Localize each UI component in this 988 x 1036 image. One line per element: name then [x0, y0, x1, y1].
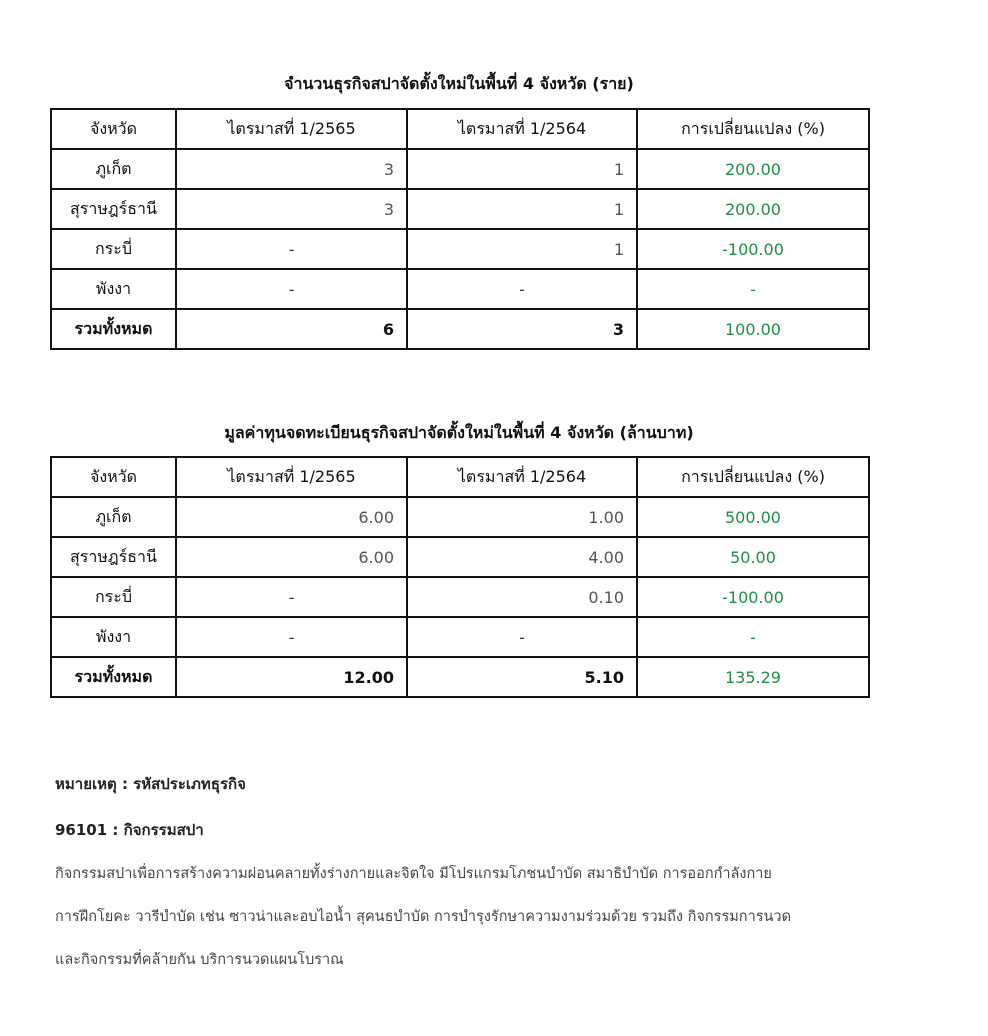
table-header-row [51, 109, 869, 149]
table-row [51, 577, 869, 617]
cell-total-change: 100.00 [637, 309, 869, 349]
cell-total-label: รวมทั้งหมด [51, 309, 176, 349]
cell-q1-2565: - [176, 229, 407, 269]
cell-change: -100.00 [637, 577, 869, 617]
cell-total-change: 135.29 [637, 657, 869, 697]
table1-caption: จำนวนธุรกิจสปาจัดตั้งใหม่ในพื้นที่ 4 จังหวัด (ราย) [284, 74, 634, 93]
cell-province: สุราษฎร์ธานี [51, 189, 176, 229]
cell-q1-2564: 4.00 [407, 537, 637, 577]
cell-change: 200.00 [637, 149, 869, 189]
table-total-row [51, 309, 869, 349]
table-row [51, 189, 869, 229]
new-spa-business-count-table [50, 108, 870, 350]
cell-total-q1-2565: 6 [176, 309, 407, 349]
cell-total-label: รวมทั้งหมด [51, 657, 176, 697]
note-description-line: กิจกรรมสปาเพื่อการสร้างความผ่อนคลายทั้งร่างกายและจิตใจ มีโปรแกรมโภชนบำบัด สมาธิบำบัด การออกกำลังกาย [55, 866, 772, 882]
note-description-line: และกิจกรรมที่คล้ายกัน บริการนวดแผนโบราณ [55, 952, 344, 968]
note-title: หมายเหตุ : รหัสประเภทธุรกิจ [55, 775, 246, 793]
cell-q1-2564: 1 [407, 149, 637, 189]
cell-total-q1-2564: 5.10 [407, 657, 637, 697]
table-total-row [51, 657, 869, 697]
table-row [51, 497, 869, 537]
cell-q1-2564: 1.00 [407, 497, 637, 537]
header-province: จังหวัด [51, 457, 176, 497]
cell-province: ภูเก็ต [51, 149, 176, 189]
cell-q1-2565: - [176, 269, 407, 309]
cell-q1-2565: - [176, 617, 407, 657]
cell-change: 500.00 [637, 497, 869, 537]
cell-q1-2565: 6.00 [176, 497, 407, 537]
cell-q1-2565: 3 [176, 149, 407, 189]
table-row [51, 537, 869, 577]
note-description-line: การฝึกโยคะ วารีบำบัด เช่น ซาวน่าและอบไอน้ำ สุคนธบำบัด การบำรุงรักษาความงามร่วมด้วย รวมถึง กิจกรรมการนวด [55, 909, 791, 925]
table-header-row [51, 457, 869, 497]
cell-province: สุราษฎร์ธานี [51, 537, 176, 577]
table-row [51, 617, 869, 657]
cell-change: -100.00 [637, 229, 869, 269]
cell-province: ภูเก็ต [51, 497, 176, 537]
cell-total-q1-2565: 12.00 [176, 657, 407, 697]
cell-change: - [637, 269, 869, 309]
cell-q1-2564: 1 [407, 229, 637, 269]
header-change: การเปลี่ยนแปลง (%) [637, 109, 869, 149]
header-change: การเปลี่ยนแปลง (%) [637, 457, 869, 497]
cell-change: - [637, 617, 869, 657]
table-row [51, 149, 869, 189]
table-row [51, 269, 869, 309]
header-q1-2564: ไตรมาสที่ 1/2564 [407, 109, 637, 149]
header-q1-2565: ไตรมาสที่ 1/2565 [176, 457, 407, 497]
cell-q1-2564: - [407, 617, 637, 657]
cell-province: กระบี่ [51, 577, 176, 617]
cell-province: พังงา [51, 269, 176, 309]
cell-q1-2565: 6.00 [176, 537, 407, 577]
cell-q1-2565: - [176, 577, 407, 617]
cell-q1-2564: 0.10 [407, 577, 637, 617]
cell-province: กระบี่ [51, 229, 176, 269]
cell-q1-2565: 3 [176, 189, 407, 229]
cell-change: 200.00 [637, 189, 869, 229]
table2-caption: มูลค่าทุนจดทะเบียนธุรกิจสปาจัดตั้งใหม่ในพื้นที่ 4 จังหวัด (ล้านบาท) [224, 423, 694, 442]
registered-capital-table [50, 456, 870, 698]
cell-q1-2564: 1 [407, 189, 637, 229]
cell-change: 50.00 [637, 537, 869, 577]
cell-q1-2564: - [407, 269, 637, 309]
header-q1-2565: ไตรมาสที่ 1/2565 [176, 109, 407, 149]
cell-total-q1-2564: 3 [407, 309, 637, 349]
table-row [51, 229, 869, 269]
header-province: จังหวัด [51, 109, 176, 149]
note-business-code: 96101 : กิจกรรมสปา [55, 821, 204, 839]
header-q1-2564: ไตรมาสที่ 1/2564 [407, 457, 637, 497]
cell-province: พังงา [51, 617, 176, 657]
